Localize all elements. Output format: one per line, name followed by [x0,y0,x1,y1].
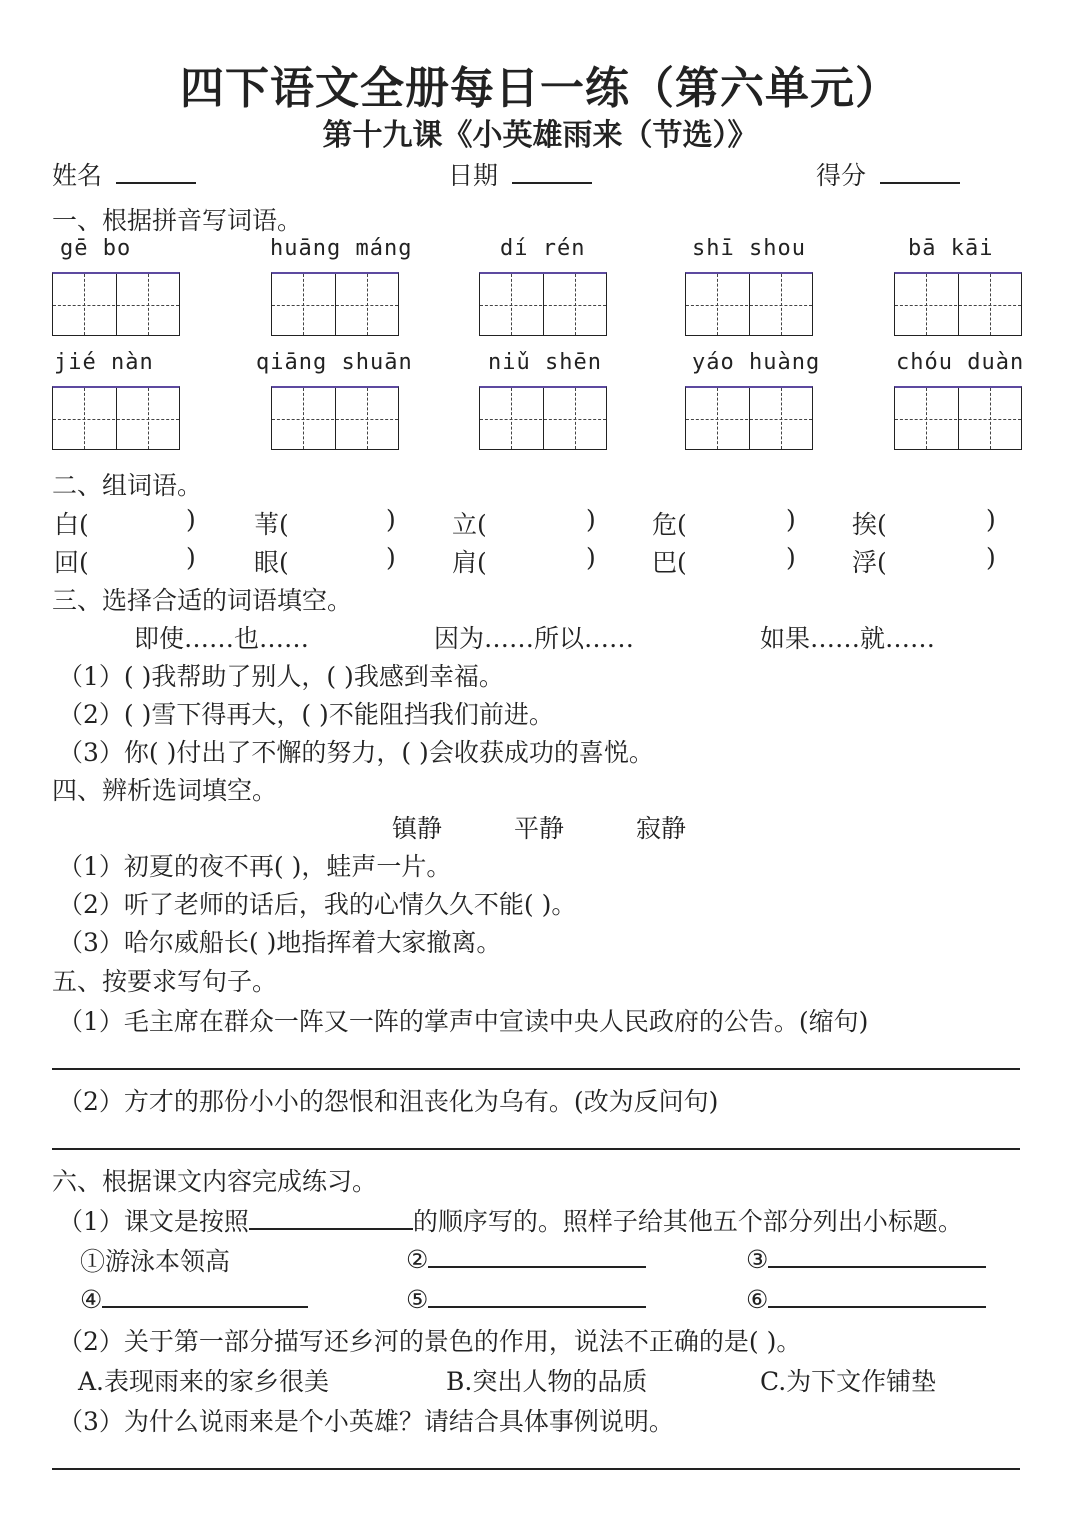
name-label: 姓名 [52,161,103,190]
word-item[interactable]: 白( [54,510,89,539]
subtitle-blank[interactable] [428,1242,646,1268]
section-4-heading: 四、辨析选词填空。 [52,776,278,805]
score-label: 得分 [816,161,867,190]
pinyin-label: gē bo [60,236,132,261]
pinyin-label: chóu duàn [896,350,1025,375]
word-option: 镇静 [392,814,443,843]
score-field [816,156,960,192]
answer-line[interactable] [52,1148,1020,1150]
word-item-close: ) [186,543,196,572]
subtitle-item [406,1242,646,1274]
word-item[interactable]: 肩( [452,548,487,577]
question [58,1202,963,1238]
writing-grid[interactable] [52,386,180,450]
subtitle-item [746,1282,986,1314]
section-5-heading: 五、按要求写句子。 [52,967,278,996]
pinyin-label: yáo huàng [692,350,821,375]
word-item-close: ) [986,543,996,572]
choice-b[interactable]: B.突出人物的品质 [446,1367,648,1396]
writing-grid[interactable] [894,272,1022,336]
section-2-heading: 二、组词语。 [52,471,203,500]
word-item-close: ) [586,505,596,534]
subtitle-blank[interactable] [768,1282,986,1308]
choice-c[interactable]: C.为下文作铺垫 [760,1367,937,1396]
subtitle-blank[interactable] [428,1282,646,1308]
pinyin-label: jié nàn [54,350,154,375]
name-field [52,156,196,192]
question-prefix: （1）课文是按照 [58,1207,249,1236]
question: （1）毛主席在群众一阵又一阵的掌声中宣读中央人民政府的公告。(缩句) [58,1007,869,1036]
word-item-close: ) [586,543,596,572]
question[interactable]: （2）( )雪下得再大，( )不能阻挡我们前进。 [58,700,554,729]
writing-grid[interactable] [479,272,607,336]
writing-grid[interactable] [271,272,399,336]
word-item[interactable]: 挨( [852,510,887,539]
pinyin-label: qiāng shuān [256,350,413,375]
subtitle-blank[interactable] [768,1242,986,1268]
writing-grid[interactable] [685,272,813,336]
word-option: 寂静 [636,814,687,843]
pinyin-label: bā kāi [908,236,994,261]
date-label: 日期 [448,161,499,190]
pinyin-label: niǔ shēn [488,350,602,375]
word-item[interactable]: 回( [54,548,89,577]
question[interactable]: （3）你( )付出了不懈的努力，( )会收获成功的喜悦。 [58,738,654,767]
pinyin-label: huāng máng [270,236,413,261]
word-item-close: ) [786,543,796,572]
subtitle-item [406,1282,646,1314]
word-option: 如果……就…… [760,624,936,653]
word-option: 平静 [514,814,565,843]
lesson-subtitle: 第十九课《小英雄雨来（节选）》 [322,118,758,153]
word-item-close: ) [986,505,996,534]
section-3-heading: 三、选择合适的词语填空。 [52,586,353,615]
word-option: 即使……也…… [134,624,310,653]
question: （3）为什么说雨来是个小英雄？请结合具体事例说明。 [58,1407,674,1436]
name-blank[interactable] [116,160,196,184]
writing-grid[interactable] [52,272,180,336]
writing-grid[interactable] [894,386,1022,450]
worksheet-title: 四下语文全册每日一练（第六单元） [180,63,900,114]
question-suffix: 的顺序写的。照样子给其他五个部分列出小标题。 [412,1207,963,1236]
subtitle-item [80,1282,308,1314]
question[interactable]: （2）关于第一部分描写还乡河的景色的作用，说法不正确的是( )。 [58,1327,802,1356]
writing-grid[interactable] [685,386,813,450]
writing-grid[interactable] [271,386,399,450]
choice-a[interactable]: A.表现雨来的家乡很美 [78,1367,330,1396]
date-field [448,156,592,192]
word-item-close: ) [386,505,396,534]
word-item[interactable]: 苇( [254,510,289,539]
writing-grid[interactable] [479,386,607,450]
subtitle-blank[interactable] [102,1282,308,1308]
pinyin-label: shī shou [692,236,806,261]
subtitle-number: ④ [80,1285,103,1314]
subtitle-number: ② [406,1245,429,1274]
score-blank[interactable] [880,160,960,184]
word-option: 因为……所以…… [434,624,635,653]
answer-line[interactable] [52,1468,1020,1470]
order-blank[interactable] [249,1204,413,1230]
word-item[interactable]: 浮( [852,548,887,577]
question: （2）方才的那份小小的怨恨和沮丧化为乌有。(改为反问句) [58,1087,719,1116]
question[interactable]: （3）哈尔威船长( )地指挥着大家撤离。 [58,928,502,957]
question[interactable]: （2）听了老师的话后，我的心情久久不能( )。 [58,890,577,919]
pinyin-label: dí rén [500,236,586,261]
word-item[interactable]: 巴( [652,548,687,577]
date-blank[interactable] [512,160,592,184]
question[interactable]: （1）( )我帮助了别人，( )我感到幸福。 [58,662,504,691]
word-item-close: ) [186,505,196,534]
section-6-heading: 六、根据课文内容完成练习。 [52,1167,378,1196]
section-1-heading: 一、根据拼音写词语。 [52,206,303,235]
subtitle-item [746,1242,986,1274]
subtitle-number: ③ [746,1245,769,1274]
word-item-close: ) [386,543,396,572]
word-item-close: ) [786,505,796,534]
subtitle-number: ⑤ [406,1285,429,1314]
word-item[interactable]: 危( [652,510,687,539]
question[interactable]: （1）初夏的夜不再( )，蛙声一片。 [58,852,452,881]
subtitle-item: ①游泳本领高 [80,1247,231,1276]
word-item[interactable]: 眼( [254,548,289,577]
answer-line[interactable] [52,1068,1020,1070]
subtitle-number: ⑥ [746,1285,769,1314]
word-item[interactable]: 立( [452,510,487,539]
